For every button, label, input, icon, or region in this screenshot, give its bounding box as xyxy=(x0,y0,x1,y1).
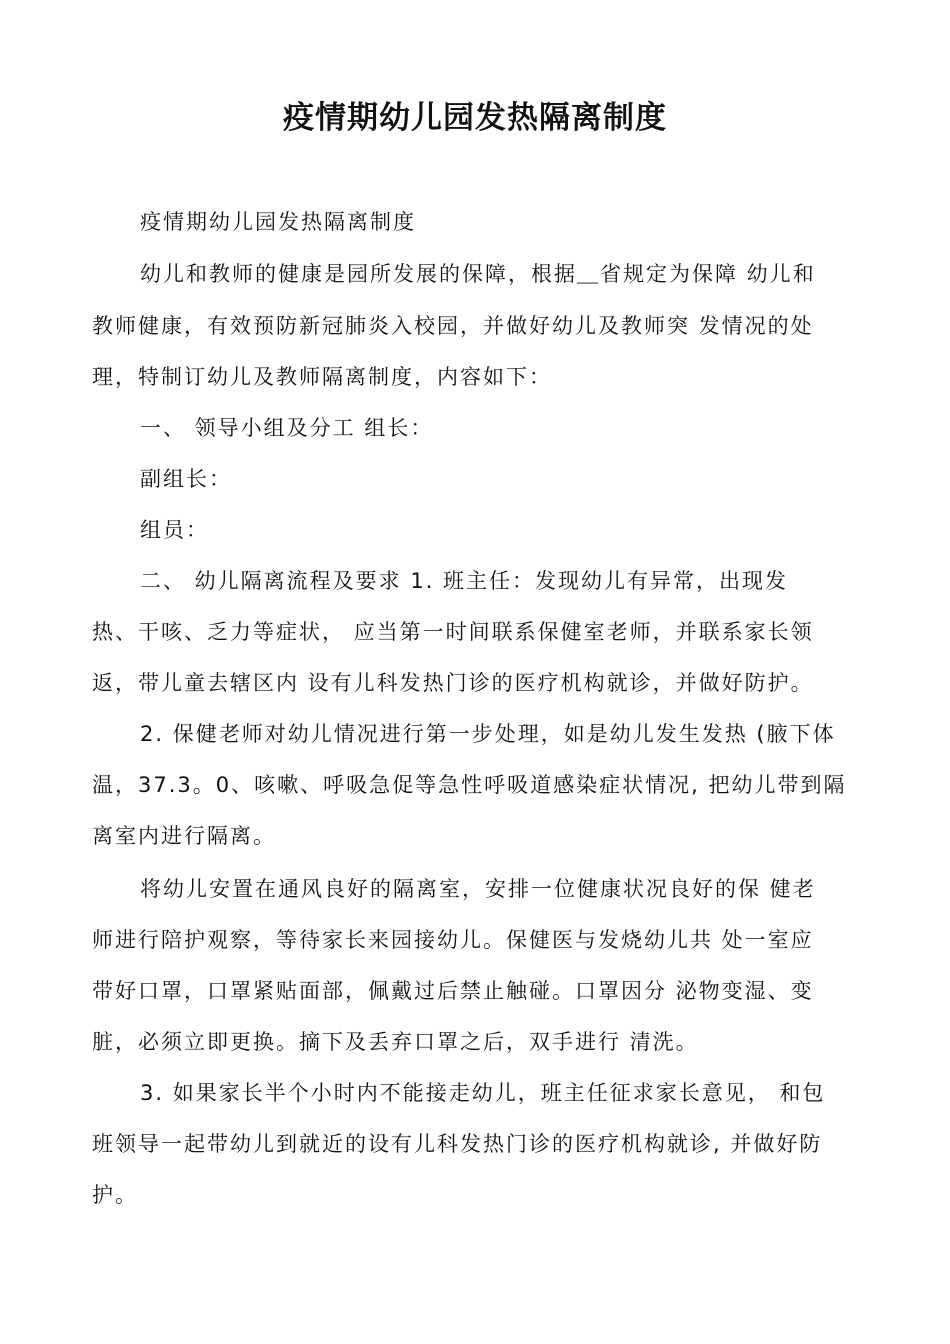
text-line: 返，带儿童去辖区内 设有儿科发热门诊的医疗机构就诊，并做好防护。 xyxy=(92,671,814,695)
text-line: 副组长： xyxy=(140,467,232,491)
text-line: 护。 xyxy=(92,1183,138,1207)
document-title: 疫情期幼儿园发热隔离制度 xyxy=(283,100,667,136)
text-line: 离室内进行隔离。 xyxy=(92,824,276,848)
text-line: 脏，必须立即更换。摘下及丢弃口罩之后，双手进行 清洗。 xyxy=(92,1030,699,1054)
text-line: 组员： xyxy=(140,518,209,542)
text-line: 热、干咳、乏力等症状， 应当第一时间联系保健室老师，并联系家长领 xyxy=(92,620,814,644)
text-line: 幼儿和教师的健康是园所发展的保障，根据＿省规定为保障 幼儿和 xyxy=(140,262,816,286)
text-line: 教师健康，有效预防新冠肺炎入校园，并做好幼儿及教师突 发情况的处 xyxy=(92,314,814,338)
text-line: 3. 如果家长半个小时内不能接走幼儿，班主任征求家长意见， 和包 xyxy=(140,1081,826,1105)
text-line: 将幼儿安置在通风良好的隔离室，安排一位健康状况良好的保 健老 xyxy=(140,877,816,901)
text-line: 温，37.3。0、咳嗽、呼吸急促等急性呼吸道感染症状情况, 把幼儿带到隔 xyxy=(92,773,847,797)
text-line: 带好口罩，口罩紧贴面部，佩戴过后禁止触碰。口罩因分 泌物变湿、变 xyxy=(92,979,814,1003)
text-line: 2. 保健老师对幼儿情况进行第一步处理，如是幼儿发生发热 (腋下体 xyxy=(140,722,836,746)
text-line: 师进行陪护观察，等待家长来园接幼儿。保健医与发烧幼儿共 处一室应 xyxy=(92,928,814,952)
text-line: 班领导一起带幼儿到就近的设有儿科发热门诊的医疗机构就诊, 并做好防 xyxy=(92,1132,823,1156)
text-line: 理，特制订幼儿及教师隔离制度，内容如下： xyxy=(92,365,552,389)
text-line: 二、 幼儿隔离流程及要求 1. 班主任：发现幼儿有异常，出现发 xyxy=(140,569,789,593)
text-line: 一、 领导小组及分工 组长： xyxy=(140,416,434,440)
text-line: 疫情期幼儿园发热隔离制度 xyxy=(140,210,416,234)
